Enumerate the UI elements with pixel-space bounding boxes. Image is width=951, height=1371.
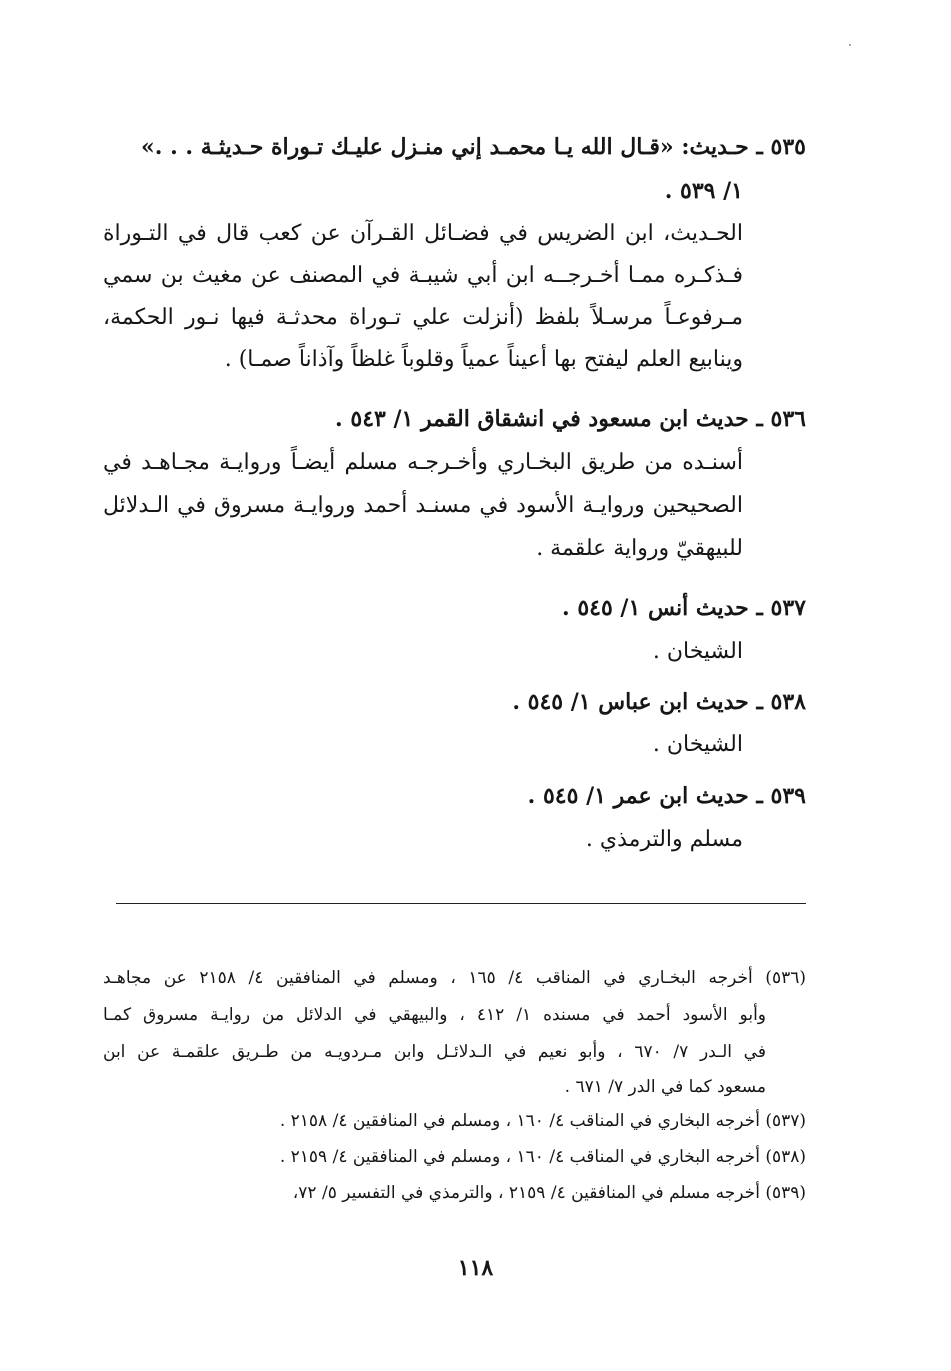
footnote-538: (٥٣٨) أخرجه البخاري في المناقب ٤/ ١٦٠ ، ومسلم في المنافقين ٤/ ٢١٥٩ . (279, 1147, 806, 1167)
entry-heading: ٥٣٦ ـ حديث ابن مسعود في انشقاق القمر ١/ ٥٤٣ . (335, 406, 806, 432)
entry-body-line: الشيخان . (652, 732, 743, 757)
entry-body-line: وينابيع العلم ليفتح بها أعيناً عمياً وقلوباً غلظاً وآذاناً صمـا) . (224, 347, 743, 372)
entry-body-line: فـذكـره ممـا أخـرجــه ابن أبي شيبـة في المصنف عن مغيث بن سمي (103, 263, 743, 288)
entry-body-line: أسنـده من طريق البخـاري وأخـرجـه مسلم أيضـاً وروايـة مجـاهـد في (103, 450, 743, 475)
footnote-536: (٥٣٦) أخرجه البخـاري في المناقب ٤/ ١٦٥ ، ومسلم في المنافقين ٤/ ٢١٥٨ عن مجاهـد (103, 968, 806, 988)
footnote-539: (٥٣٩) أخرجه مسلم في المنافقين ٤/ ٢١٥٩ ، والترمذي في التفسير ٥/ ٧٢، (292, 1183, 806, 1203)
entry-heading: ٥٣٨ ـ حديث ابن عباس ١/ ٥٤٥ . (512, 689, 806, 715)
footnote-separator (116, 903, 806, 904)
scan-speck (849, 44, 851, 46)
entry-body-line: الشيخان . (652, 639, 743, 664)
entry-body-line: الصحيحين وروايـة الأسود في مسنـد أحمد وروايـة مسروق في الـدلائل (103, 493, 743, 518)
entry-body-line: للبيهقيّ ورواية علقمة . (536, 536, 743, 561)
entry-heading: ٥٣٧ ـ حديث أنس ١/ ٥٤٥ . (561, 595, 806, 621)
entry-body-line: مـرفوعـاً مرسـلاً بلفظ (أنزلت علي تـوراة محدثـة فيها نـور الحكمة، (103, 305, 744, 330)
footnote-line: وأبو الأسود أحمد في مسنده ١/ ٤١٢ ، والبيهقي في الدلائل من روايـة مسروق كمـا (103, 1005, 767, 1025)
entry-body-line: الحـديث، ابن الضريس في فضـائل القـرآن عن كعب قال في التـوراة (103, 221, 743, 246)
footnote-line: مسعود كما في الدر ٧/ ٦٧١ . (564, 1077, 766, 1097)
entry-heading-continued: ١/ ٥٣٩ . (664, 178, 743, 204)
entry-body-line: مسلم والترمذي . (585, 827, 743, 852)
entry-heading: ٥٣٩ ـ حديث ابن عمر ١/ ٥٤٥ . (527, 783, 806, 809)
footnote-line: في الـدر ٧/ ٦٧٠ ، وأبو نعيم في الـدلائـل وابن مـردويـه من طـريق علقمـة عن ابن (103, 1042, 766, 1062)
footnote-537: (٥٣٧) أخرجه البخاري في المناقب ٤/ ١٦٠ ، ومسلم في المنافقين ٤/ ٢١٥٨ . (279, 1111, 806, 1131)
page-number: ١١٨ (457, 1255, 494, 1281)
entry-heading: ٥٣٥ ـ حـديث: «قـال الله يـا محمـد إني منـزل عليـك تـوراة حـديثـة . . .» (141, 134, 806, 160)
